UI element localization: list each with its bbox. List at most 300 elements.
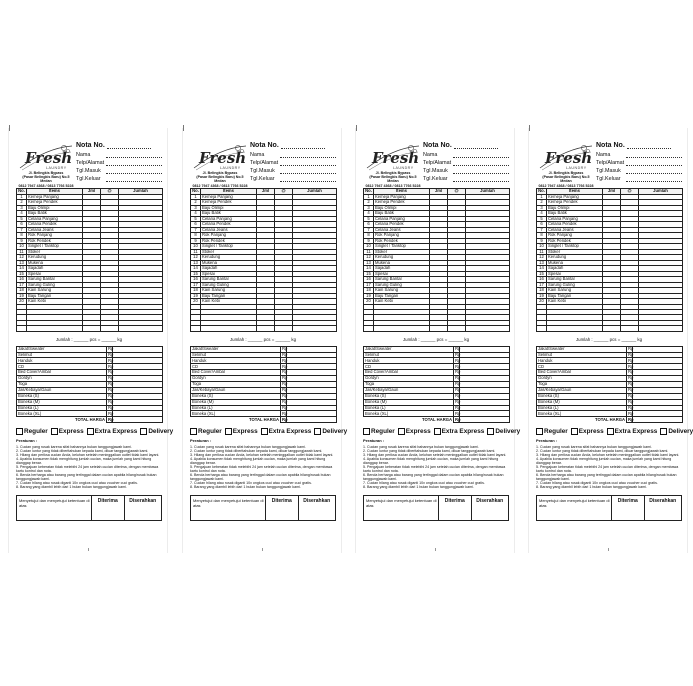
column-header: Jumlah xyxy=(466,189,510,195)
item-no: 17 xyxy=(364,282,374,288)
item-no: 3 xyxy=(364,205,374,211)
total-amount xyxy=(633,417,683,423)
rule-item: 3. Hilang dan periksa cucian Anda, keluhan setelah meninggalkan outlet tidak kami layani. xyxy=(363,452,507,457)
empty-cell xyxy=(293,326,337,331)
field-label: Telp/Alamat xyxy=(76,160,105,166)
checkbox[interactable] xyxy=(571,428,578,435)
rule-item: 4. Apabila konsumen tidak menghitung jumlah cucian, maka jumlah yang kami hitung dianggap benar. xyxy=(16,456,152,465)
item-name: Spesai xyxy=(27,271,83,277)
column-header: Items xyxy=(547,189,603,195)
field-line xyxy=(453,152,509,158)
extra-item: Jakat/Sweater xyxy=(537,346,627,352)
rule-item: 2. Cucian luntur yang tidak diberitahukan kepada kami, diluar tanggungjawab kami. xyxy=(363,448,496,453)
checkbox[interactable] xyxy=(487,428,494,435)
extra-item: Jas/Kebaya/Gaun xyxy=(364,387,454,393)
rp-label: Rp xyxy=(628,351,634,357)
column-header: @ xyxy=(275,189,293,195)
rule-item: 3. Hilang dan periksa cucian Anda, keluhan setelah meninggalkan outlet tidak kami layani. xyxy=(16,452,160,457)
rp-label: Rp xyxy=(282,416,288,422)
service-option xyxy=(314,428,347,435)
extra-item: Boneka (M) xyxy=(364,399,454,405)
checkbox[interactable] xyxy=(398,428,405,435)
rp-label: Rp xyxy=(282,398,288,404)
empty-cell xyxy=(430,326,448,331)
extra-item: Boneka (L) xyxy=(191,405,281,411)
extra-item: Selimut xyxy=(364,352,454,358)
service-option xyxy=(51,428,84,435)
item-name: Celana Jeans xyxy=(201,227,257,233)
terms: Peraturan : 1. Cucian yang rusak karena sifat bahannya bukan tanggungjawab kami. 2. Cucian luntur yang tidak diberitahukan kepada kami, diluar tanggungjawab kami. 3. Hilang dan periksa cucian Anda, keluhan setelah meninggalkan outlet tidak kami layani. 4. Apabila konsumen tidak menghitung jumlah cucian, maka jumlah yang kami hitung dianggap benar. 5. Pengajuan keberatan tidak melebihi 24 jam setelah cucian diterima, dengan membawa kartu kontrol dan nota. 6. Benda berharga atau barang yang tertinggal dalam cucian apabila hilang/rusak bukan tanggungjawab kami. 7. Cucian hilang atau rusak diganti 10x ongkos cuci atau voucher cuci gratis. 8. Barang yang diambil lebih dari 1 bulan bukan tanggungjawab kami. xyxy=(536,439,682,489)
column-header: Items xyxy=(201,189,257,195)
service-options xyxy=(536,428,693,436)
item-name: Celana Panjang xyxy=(374,216,430,222)
field-label: Tgl.Keluar xyxy=(596,176,621,182)
empty-cell xyxy=(201,326,257,331)
item-no: 12 xyxy=(191,255,201,261)
item-no: 6 xyxy=(17,222,27,228)
item-name: Baju Tangan xyxy=(27,293,83,299)
item-name: Celana Panjang xyxy=(27,216,83,222)
cut-mark xyxy=(356,125,357,131)
rp-label: Rp xyxy=(282,351,288,357)
checkbox[interactable] xyxy=(190,428,197,435)
field-label: Nama xyxy=(76,152,91,158)
receipt-header xyxy=(363,140,509,188)
rule-item: 1. Cucian yang rusak karena sifat bahannya bukan tanggungjawab kami. xyxy=(190,444,306,449)
extra-item: Jas/Kebaya/Gaun xyxy=(191,387,281,393)
item-name: Mukena xyxy=(27,260,83,266)
item-name: Celana Jeans xyxy=(27,227,83,233)
service-options xyxy=(363,428,521,436)
rp-label: Rp xyxy=(108,345,114,351)
field-row xyxy=(76,158,162,166)
extra-item: Jas/Kebaya/Gaun xyxy=(537,387,627,393)
item-no: 10 xyxy=(191,244,201,250)
item-name: Singlet / Tanktop xyxy=(547,244,603,250)
checkbox[interactable] xyxy=(16,428,23,435)
item-no: 4 xyxy=(191,211,201,217)
rule-item: 7. Cucian hilang atau rusak diganti 10x ongkos cuci atau voucher cuci gratis. xyxy=(190,481,312,486)
extra-item: CD xyxy=(537,364,627,370)
service-option xyxy=(660,428,693,435)
column-header: Jumlah xyxy=(293,189,337,195)
empty-cell xyxy=(27,326,83,331)
item-no: 4 xyxy=(537,211,547,217)
extra-item: Handuk xyxy=(17,358,107,364)
column-header: Jumlah xyxy=(639,189,683,195)
item-no: 5 xyxy=(17,216,27,222)
item-name: Baju Tangan xyxy=(374,293,430,299)
rp-label: Rp xyxy=(628,357,634,363)
total-amount xyxy=(287,417,337,423)
laundry-receipt xyxy=(182,128,348,553)
rp-label: Rp xyxy=(108,393,114,398)
service-option xyxy=(225,428,258,435)
total-label: TOTAL HARGA xyxy=(594,416,625,422)
field-line xyxy=(626,176,682,182)
extra-item: Boneka (M) xyxy=(191,399,281,405)
service-label: Extra Express xyxy=(268,428,312,436)
rp-label: Rp xyxy=(628,404,634,410)
item-name: Sarung Guling xyxy=(374,282,430,288)
item-name: Mukena xyxy=(547,260,603,266)
column-header: No. xyxy=(365,188,372,193)
field-row xyxy=(423,174,509,182)
checkbox[interactable] xyxy=(314,428,321,435)
extra-item: Toga xyxy=(537,382,627,388)
extra-item: Bed Cover/Ambal xyxy=(191,370,281,376)
checkbox[interactable] xyxy=(51,428,58,435)
extra-item: Selimut xyxy=(191,352,281,358)
total-amount xyxy=(113,417,163,423)
rp-label: Rp xyxy=(455,351,461,357)
field-line xyxy=(106,152,162,158)
total-row xyxy=(537,417,683,423)
item-name: Sarung Guling xyxy=(27,282,83,288)
rule-item: 8. Barang yang diambil lebih dari 1 bulan bukan tanggungjawab kami. xyxy=(190,485,301,490)
table-row xyxy=(191,326,337,331)
items-table xyxy=(363,188,510,332)
checkbox[interactable] xyxy=(140,428,147,435)
rule-item: 5. Pengajuan keberatan tidak melebihi 24 jam setelah cucian diterima, dengan membawa kartu kontrol dan nota. xyxy=(363,465,506,474)
field-label: Tgl.Masuk xyxy=(250,168,275,174)
item-name: Celana Pendek xyxy=(547,222,603,228)
field-label: Nama xyxy=(423,152,438,158)
rule-item: 6. Benda berharga atau barang yang tertinggal dalam cucian apabila hilang/rusak bukan tanggungjawab kami. xyxy=(190,473,331,482)
item-no: 12 xyxy=(17,255,27,261)
receipt-header xyxy=(190,140,336,188)
item-no: 10 xyxy=(17,244,27,250)
rp-label: Rp xyxy=(455,404,461,410)
item-no: 7 xyxy=(364,227,374,233)
extra-item: Boneka (L) xyxy=(17,405,107,411)
item-no: 7 xyxy=(537,227,547,233)
store-address: Jl. Belingkis Bypass (Pasar Belingkis Baru) No.5 Medan 0812 7947 4368 / 0813 7766 5228 xyxy=(18,171,74,188)
item-name: Kain Sarung xyxy=(374,288,430,294)
item-no: 19 xyxy=(17,293,27,299)
extra-item: Jakat/Sweater xyxy=(364,346,454,352)
item-no: 15 xyxy=(364,271,374,277)
total-label: TOTAL HARGA xyxy=(421,416,452,422)
item-no: 4 xyxy=(364,211,374,217)
item-name: Celana Jeans xyxy=(374,227,430,233)
rp-label: Rp xyxy=(628,387,634,393)
svg-text:LAUNDRY: LAUNDRY xyxy=(566,166,587,170)
item-name: Sarung Bantal xyxy=(27,277,83,283)
item-name: Celana Pendek xyxy=(201,222,257,228)
rp-label: Rp xyxy=(282,369,288,375)
item-no: 9 xyxy=(364,238,374,244)
item-name: Mukena xyxy=(374,260,430,266)
sum-line: Jumlah : ______ pcs = ______ kg xyxy=(55,336,123,342)
item-no: 1 xyxy=(17,194,27,200)
field-row xyxy=(76,150,162,158)
rp-label: Rp xyxy=(108,387,114,393)
signature-box: Menyetujui dan menyetujui ketentuan di atas Diterima Diserahkan xyxy=(363,495,509,521)
extra-item: CD xyxy=(364,364,454,370)
extra-item: Selimut xyxy=(17,352,107,358)
column-header: Items xyxy=(374,189,430,195)
extra-item: Gordyn xyxy=(17,376,107,382)
column-header: No. xyxy=(192,188,199,193)
extra-item: Handuk xyxy=(191,358,281,364)
rule-item: 4. Apabila konsumen tidak menghitung jumlah cucian, maka jumlah yang kami hitung dianggap benar. xyxy=(190,456,326,465)
rp-label: Rp xyxy=(628,363,634,369)
service-label: Delivery xyxy=(668,428,693,436)
rp-label: Rp xyxy=(282,345,288,351)
field-row xyxy=(596,174,682,182)
item-name: Stoker xyxy=(201,249,257,255)
column-header: Items xyxy=(27,189,83,195)
rule-item: 7. Cucian hilang atau rusak diganti 10x ongkos cuci atau voucher cuci gratis. xyxy=(16,481,138,486)
cut-mark xyxy=(183,125,184,131)
item-no: 18 xyxy=(364,288,374,294)
item-name: Rok Panjang xyxy=(547,233,603,239)
item-name: Rok Pendek xyxy=(547,238,603,244)
table-row xyxy=(364,326,510,331)
item-no: 20 xyxy=(191,299,201,305)
item-name: Baju Tangan xyxy=(201,293,257,299)
field-row xyxy=(250,166,336,174)
item-name: Spesai xyxy=(547,271,603,277)
rule-item: 7. Cucian hilang atau rusak diganti 10x ongkos cuci atau voucher cuci gratis. xyxy=(536,481,658,486)
item-no: 3 xyxy=(191,205,201,211)
field-line xyxy=(106,160,162,166)
empty-cell xyxy=(448,326,466,331)
rp-label: Rp xyxy=(108,410,114,416)
item-name: Rok Pendek xyxy=(201,238,257,244)
rp-label: Rp xyxy=(108,381,114,387)
cut-mark xyxy=(9,125,10,131)
item-name: Kemeja Pendek xyxy=(27,200,83,206)
rule-item: 2. Cucian luntur yang tidak diberitahukan kepada kami, diluar tanggungjawab kami. xyxy=(190,448,323,453)
item-name: Rok Pendek xyxy=(374,238,430,244)
item-name: Sarung Bantal xyxy=(374,277,430,283)
item-name: Stoker xyxy=(547,249,603,255)
item-name: Spesai xyxy=(374,271,430,277)
total-row xyxy=(17,417,163,423)
item-name: Baju Batik xyxy=(374,211,430,217)
rule-item: 3. Hilang dan periksa cucian Anda, keluhan setelah meninggalkan outlet tidak kami layani. xyxy=(190,452,334,457)
extra-item: Boneka (XL) xyxy=(537,411,627,417)
svg-text:Fresh: Fresh xyxy=(25,149,73,167)
rule-item: 5. Pengajuan keberatan tidak melebihi 24 jam setelah cucian diterima, dengan membawa kartu kontrol dan nota. xyxy=(536,465,679,474)
field-row xyxy=(596,150,682,158)
checkbox[interactable] xyxy=(607,428,614,435)
service-label: Express xyxy=(232,428,258,436)
item-no: 15 xyxy=(537,271,547,277)
item-name: Baju Tangan xyxy=(547,293,603,299)
empty-cell xyxy=(101,326,119,331)
extra-item: Boneka (XL) xyxy=(17,411,107,417)
field-line xyxy=(280,160,336,166)
service-options xyxy=(190,428,348,436)
item-name: Baju Olimpi xyxy=(201,205,257,211)
item-no: 17 xyxy=(17,282,27,288)
column-header: Jml xyxy=(430,189,448,195)
cut-mark xyxy=(608,548,609,551)
checkbox[interactable] xyxy=(261,428,268,435)
extra-item: Jas/Kebaya/Gaun xyxy=(17,387,107,393)
rp-label: Rp xyxy=(108,398,114,404)
rp-label: Rp xyxy=(108,363,114,369)
service-label: Reguler xyxy=(544,428,568,436)
item-no: 14 xyxy=(17,266,27,272)
item-name: Celana Panjang xyxy=(201,216,257,222)
field-label: Nama xyxy=(250,152,265,158)
item-name: Kain Kebi xyxy=(201,299,257,305)
item-name: Rok Panjang xyxy=(374,233,430,239)
item-no: 13 xyxy=(537,260,547,266)
terms: Peraturan : 1. Cucian yang rusak karena sifat bahannya bukan tanggungjawab kami. 2. Cucian luntur yang tidak diberitahukan kepada kami, diluar tanggungjawab kami. 3. Hilang dan periksa cucian Anda, keluhan setelah meninggalkan outlet tidak kami layani. 4. Apabila konsumen tidak menghitung jumlah cucian, maka jumlah yang kami hitung dianggap benar. 5. Pengajuan keberatan tidak melebihi 24 jam setelah cucian diterima, dengan membawa kartu kontrol dan nota. 6. Benda berharga atau barang yang tertinggal dalam cucian apabila hilang/rusak bukan tanggungjawab kami. 7. Cucian hilang atau rusak diganti 10x ongkos cuci atau voucher cuci gratis. 8. Barang yang diambil lebih dari 1 bulan bukan tanggungjawab kami. xyxy=(363,439,509,489)
item-no: 1 xyxy=(537,194,547,200)
signature-box: Menyetujui dan menyetujui ketentuan di atas Diterima Diserahkan xyxy=(16,495,162,521)
item-no: 20 xyxy=(537,299,547,305)
cut-mark xyxy=(262,548,263,551)
item-name: Kerudung xyxy=(27,255,83,261)
item-no: 11 xyxy=(537,249,547,255)
item-name: Stoker xyxy=(27,249,83,255)
rp-label: Rp xyxy=(282,381,288,387)
item-name: Kemeja Pendek xyxy=(201,200,257,206)
extra-item: Boneka (S) xyxy=(17,393,107,399)
cut-mark xyxy=(435,548,436,551)
item-name: Kain Sarung xyxy=(27,288,83,294)
item-name: Baju Batik xyxy=(201,211,257,217)
rp-label: Rp xyxy=(455,357,461,363)
service-options xyxy=(16,428,174,436)
fresh-laundry-logo xyxy=(16,140,74,174)
item-name: Celana Jeans xyxy=(547,227,603,233)
field-line xyxy=(626,160,682,166)
rule-item: 6. Benda berharga atau barang yang tertinggal dalam cucian apabila hilang/rusak bukan tanggungjawab kami. xyxy=(16,473,157,482)
service-option xyxy=(607,428,658,435)
total-row xyxy=(191,417,337,423)
empty-cell xyxy=(603,326,621,331)
rp-label: Rp xyxy=(455,375,461,381)
item-no: 4 xyxy=(17,211,27,217)
item-name: Baju Batik xyxy=(27,211,83,217)
service-option xyxy=(398,428,431,435)
total-amount xyxy=(460,417,510,423)
item-no: 13 xyxy=(364,260,374,266)
terms: Peraturan : 1. Cucian yang rusak karena sifat bahannya bukan tanggungjawab kami. 2. Cucian luntur yang tidak diberitahukan kepada kami, diluar tanggungjawab kami. 3. Hilang dan periksa cucian Anda, keluhan setelah meninggalkan outlet tidak kami layani. 4. Apabila konsumen tidak menghitung jumlah cucian, maka jumlah yang kami hitung dianggap benar. 5. Pengajuan keberatan tidak melebihi 24 jam setelah cucian diterima, dengan membawa kartu kontrol dan nota. 6. Benda berharga atau barang yang tertinggal dalam cucian apabila hilang/rusak bukan tanggungjawab kami. 7. Cucian hilang atau rusak diganti 10x ongkos cuci atau voucher cuci gratis. 8. Barang yang diambil lebih dari 1 bulan bukan tanggungjawab kami. xyxy=(190,439,336,489)
item-name: Kemeja Panjang xyxy=(547,194,603,200)
item-name: Kemeja Panjang xyxy=(27,194,83,200)
item-no: 13 xyxy=(191,260,201,266)
field-label: Tgl.Masuk xyxy=(76,168,101,174)
field-line xyxy=(453,160,509,166)
extra-item: Toga xyxy=(191,382,281,388)
field-line xyxy=(106,176,162,182)
field-line xyxy=(626,168,682,174)
rp-label: Rp xyxy=(455,387,461,393)
rp-label: Rp xyxy=(455,416,461,422)
empty-cell xyxy=(119,326,163,331)
rp-label: Rp xyxy=(108,375,114,381)
checkbox[interactable] xyxy=(660,428,667,435)
service-option xyxy=(190,428,222,435)
extras-table xyxy=(190,346,337,424)
fresh-laundry-logo xyxy=(363,140,421,174)
checkbox[interactable] xyxy=(536,428,543,435)
rule-item: 3. Hilang dan periksa cucian Anda, keluhan setelah meninggalkan outlet tidak kami layani. xyxy=(536,452,680,457)
item-no: 12 xyxy=(364,255,374,261)
empty-cell xyxy=(639,326,683,331)
item-no: 3 xyxy=(537,205,547,211)
item-no: 14 xyxy=(191,266,201,272)
checkbox[interactable] xyxy=(363,428,370,435)
field-row xyxy=(423,166,509,174)
item-no: 10 xyxy=(537,244,547,250)
item-no: 2 xyxy=(537,200,547,206)
checkbox[interactable] xyxy=(434,428,441,435)
field-row xyxy=(596,158,682,166)
service-label: Delivery xyxy=(322,428,348,436)
item-name: Baju Olimpi xyxy=(374,205,430,211)
item-no: 14 xyxy=(364,266,374,272)
store-address: Jl. Belingkis Bypass (Pasar Belingkis Baru) No.5 Medan 0812 7947 4368 / 0813 7766 5228 xyxy=(192,171,248,188)
item-no: 12 xyxy=(537,255,547,261)
item-name: Kain Sarung xyxy=(201,288,257,294)
item-no: 2 xyxy=(17,200,27,206)
total-label: TOTAL HARGA xyxy=(74,416,105,422)
rp-label: Rp xyxy=(628,381,634,387)
extra-item: Jakat/Sweater xyxy=(17,346,107,352)
extra-item: Jakat/Sweater xyxy=(191,346,281,352)
rp-label: Rp xyxy=(455,381,461,387)
service-option xyxy=(87,428,138,435)
field-label: Tgl.Keluar xyxy=(250,176,275,182)
service-label: Delivery xyxy=(495,428,521,436)
item-no: 10 xyxy=(364,244,374,250)
item-no: 11 xyxy=(191,249,201,255)
laundry-receipt xyxy=(528,128,693,553)
item-no: 3 xyxy=(17,205,27,211)
checkbox[interactable] xyxy=(225,428,232,435)
item-name: Kerudung xyxy=(374,255,430,261)
rp-label: Rp xyxy=(282,363,288,369)
empty-cell xyxy=(374,326,430,331)
field-label: Tgl.Keluar xyxy=(76,176,101,182)
item-no: 5 xyxy=(191,216,201,222)
table-row xyxy=(537,326,683,331)
item-name: Singlet / Tanktop xyxy=(201,244,257,250)
empty-cell xyxy=(275,326,293,331)
rp-label: Rp xyxy=(282,357,288,363)
svg-text:Fresh: Fresh xyxy=(545,149,593,167)
item-no: 2 xyxy=(191,200,201,206)
service-option xyxy=(487,428,520,435)
field-label: Telp/Alamat xyxy=(250,160,279,166)
item-name: Baju Batik xyxy=(547,211,603,217)
field-line xyxy=(280,168,336,174)
item-no: 17 xyxy=(537,282,547,288)
rule-item: 2. Cucian luntur yang tidak diberitahukan kepada kami, diluar tanggungjawab kami. xyxy=(536,448,669,453)
receipt-fields: Nota No. Nama Telp/Alamat Tgl.Masuk Tgl.Keluar xyxy=(250,142,336,182)
item-no: 18 xyxy=(537,288,547,294)
column-header: @ xyxy=(621,189,639,195)
item-no: 9 xyxy=(17,238,27,244)
item-no: 11 xyxy=(17,249,27,255)
receipt-header xyxy=(536,140,682,188)
empty-cell xyxy=(17,326,27,331)
field-line xyxy=(453,168,509,174)
sum-line: Jumlah : ______ pcs = ______ kg xyxy=(575,336,643,342)
checkbox[interactable] xyxy=(87,428,94,435)
extra-item: Boneka (XL) xyxy=(364,411,454,417)
field-row xyxy=(596,166,682,174)
